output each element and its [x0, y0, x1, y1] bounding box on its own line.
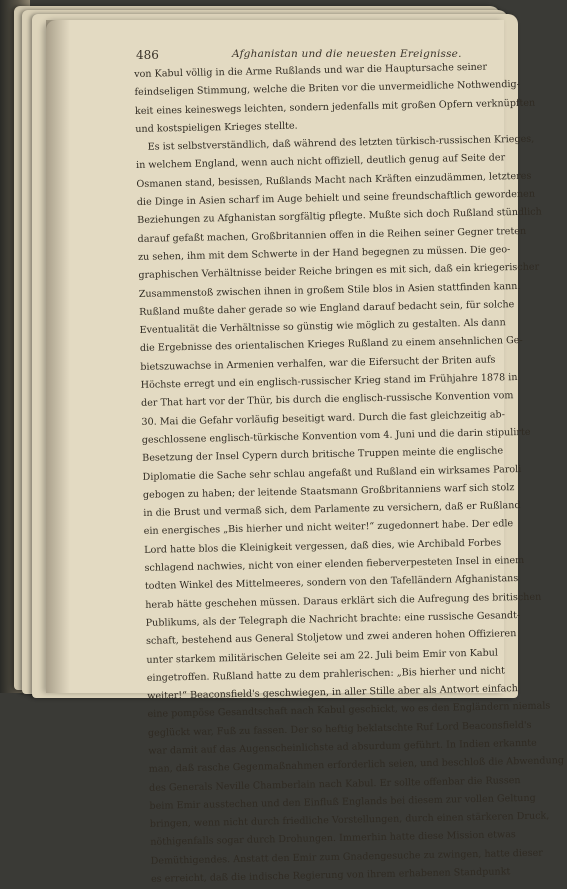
text-line: eine pompöse Gesandtschaft nach Kabul geschickt, wo es den Engländern niemals — [147, 700, 551, 721]
text-line: in die Brust und vermaß sich, dem Parlamente zu versichern, daß er Rußland — [143, 500, 521, 520]
text-line: in welchem England, wenn auch nicht offiziell, deutlich genug auf Seite der — [135, 152, 506, 172]
text-line: keit eines keineswegs leichten, sondern jedenfalls mit großen Opfern verknüpften — [134, 97, 536, 117]
text-line: Demüthigendes. Anstatt den Emir zum Gnadengesuche zu zwingen, hatte dieser — [150, 847, 543, 867]
text-line: war damit auf das Augenscheinlichste ad absurdum geführt. In Indien erkannte — [148, 737, 537, 757]
text-line: zu sehen, ihm mit dem Schwerte in der Hand begegnen zu müssen. Die geo- — [137, 244, 511, 263]
text-line: unter starkem militärischen Geleite sei am 22. Juli beim Emir von Kabul — [146, 647, 499, 666]
text-line: todten Winkel des Mittelmeeres, sondern von den Tafelländern Afghanistans — [144, 573, 519, 593]
text-line: schlagend nachwies, nicht von einer elenden fieberverpesteten Insel in einem — [144, 554, 525, 574]
text-line: Rußland mußte daher gerade so wie England darauf bedacht sein, für solche — [139, 298, 515, 318]
text-line: Diplomatie die Sache sehr schlau angefaßt und Rußland ein wirksames Paroli — [142, 463, 522, 483]
text-line: geschlossene englisch-türkische Konvention vom 4. Juni und die darin stipulirte — [141, 426, 531, 446]
text-line: Höchste erregt und ein englisch-russischer Krieg stand im Frühjahre 1878 in — [140, 372, 518, 391]
body-text — [134, 59, 565, 889]
text-line: weiter!“ Beaconsfield's geschwiegen, in aller Stille aber als Antwort einfach — [147, 683, 519, 702]
text-line: die Ergebnisse des orientalischen Krieges Rußland zu einem ansehnlichen Ge- — [139, 335, 523, 355]
text-line: der That hart vor der Thür, bis durch die englisch-russische Konvention vom — [140, 390, 514, 410]
text-line: darauf gefaßt machen, Großbritannien offen in die Reihen seiner Gegner treten — [137, 225, 527, 245]
text-line: herab hätte geschehen müssen. Daraus erklärt sich die Aufregung des britischen — [145, 591, 542, 611]
text-line: nöthigenfalls sogar durch Drohungen. Immerhin hatte diese Mission etwas — [150, 829, 516, 849]
text-line: und kostspieligen Krieges stellte. — [135, 120, 298, 135]
text-line: 30. Mai die Gefahr vorläufig beseitigt ward. Durch die fast gleichzeitig ab- — [141, 408, 506, 428]
text-line: bietszuwachse in Armenien verhalfen, war die Eifersucht der Briten aufs — [140, 354, 496, 373]
page-number: 486 — [136, 48, 159, 62]
text-line: Besetzung der Insel Cypern durch britische Truppen meinte die englische — [142, 445, 504, 465]
text-line: geglückt war, Fuß zu fassen. Der so heftig beklatschte Ruf Lord Beaconsfield's — [147, 719, 532, 739]
text-line: Eventualität die Verhältnisse so günstig wie möglich zu gestalten. Als dann — [139, 317, 506, 337]
text-line: bringen, wenn nicht durch friedliche Vorstellungen, durch einen stärkeren Druck, — [149, 810, 550, 831]
text-line: es erreicht, daß die indische Regierung von ihrem erhabenen Standpunkt — [150, 866, 511, 885]
text-line: Zusammenstoß zwischen ihnen in großem Stile blos in Asien stattfinden kann. — [138, 280, 521, 300]
text-line: die Dinge in Asien scharf im Auge behielt und seine freundschaftlich gewordenen — [136, 188, 536, 209]
text-line: beim Emir ausstechen und den Einfluß Englands bei diesem zur vollen Geltung — [149, 792, 536, 812]
text-line: man, daß rasche Gegenmaßnahmen erforderlich seien, und beschloß die Abwendung — [148, 755, 565, 776]
text-line: Lord hatte blos die Kleinigkeit vergessen, daß dies, wie Archibald Forbes — [144, 537, 502, 556]
text-line: Es ist selbstverständlich, daß während des letzten türkisch-russischen Krieges, — [147, 133, 535, 153]
text-line: Osmanen stand, besissen, Rußlands Macht nach Kräften einzudämmen, letzteres — [136, 170, 532, 190]
text-line: eingetroffen. Rußland hatte zu dem prahlerischen: „Bis hierher und nicht — [146, 665, 506, 684]
text-line: von Kabul völlig in die Arme Rußlands und war die Hauptursache seiner — [134, 61, 488, 80]
text-line: Publikums, als der Telegraph die Nachricht brachte: eine russische Gesandt- — [145, 609, 521, 629]
text-line: ein energisches „Bis hierher und nicht weiter!“ zugedonnert habe. Der edle — [143, 518, 514, 538]
text-line: des Generals Neville Chamberlain nach Kabul. Er sollte offenbar die Russen — [149, 774, 521, 794]
text-line: feindseligen Stimmung, welche die Briten vor die unvermeidliche Nothwendig- — [134, 79, 520, 99]
text-line: Beziehungen zu Afghanistan sorgfältig pflegte. Mußte sich doch Rußland stündlich — [137, 206, 542, 227]
text-line: schaft, bestehend aus General Stoljetow und zwei anderen hohen Offizieren — [145, 628, 517, 648]
text-line: graphischen Verhältnisse beider Reiche bringen es mit sich, daß ein kriegerischer — [138, 261, 540, 282]
text-line: gebogen zu haben; der leitende Staatsmann Großbritanniens warf sich stolz — [142, 481, 515, 501]
running-title: Afghanistan und die neuesten Ereignisse. — [232, 48, 462, 60]
page-gutter-shadow — [46, 20, 70, 693]
